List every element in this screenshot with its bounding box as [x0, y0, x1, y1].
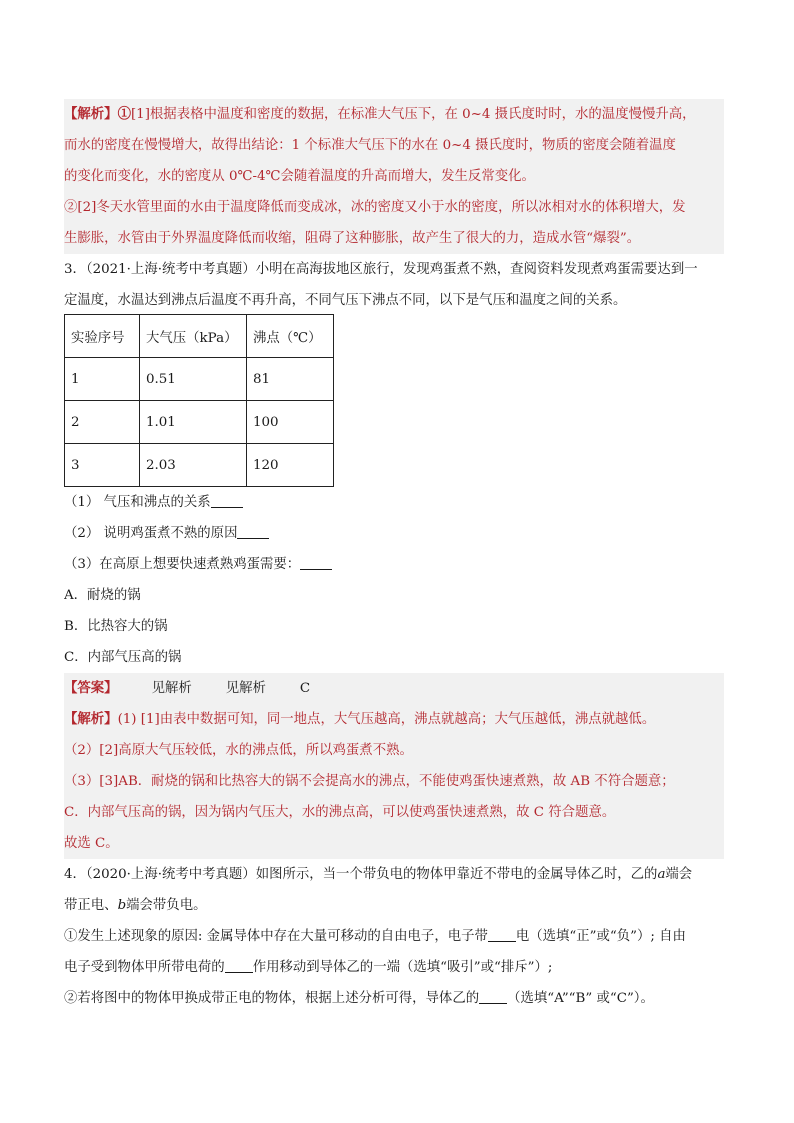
- table-row: [65, 444, 334, 487]
- analysis-line-4: ②[2]冬天水管里面的水由于温度降低而变成冰，冰的密度又小于水的密度，所以冰相对水的体积增大，发: [64, 192, 724, 223]
- analysis-text-1: [1]根据表格中温度和密度的数据，在标准大气压下，在 0~4 摄氏度时时，水的温度慢慢升高，: [130, 107, 696, 122]
- q4-p3-text-a: ②若将图中的物体甲换成带正电的物体，根据上述分析可得，导体乙的: [64, 991, 480, 1006]
- q3-sub-1: [64, 487, 724, 518]
- table-row: [65, 401, 334, 444]
- q4-p2-text-a: 电子受到物体甲所带电荷的: [64, 960, 225, 975]
- q4-end-a: a: [657, 867, 666, 882]
- q4-stem-line-1: [64, 859, 724, 890]
- answer-blank[interactable]: [237, 524, 269, 539]
- q3-analysis-line-1: [64, 704, 724, 735]
- table-header-cell: 实验序号: [65, 315, 140, 358]
- table-header-cell: 大气压（kPa）: [140, 315, 247, 358]
- answer-blank[interactable]: [225, 958, 253, 973]
- table-row: [65, 358, 334, 401]
- analysis-line-2: 而水的密度在慢慢增大，故得出结论：1 个标准大气压下的水在 0~4 摄氏度时，物质的密度会随着温度: [64, 130, 724, 161]
- q4-stem-text-2b: 端会带负电。: [126, 898, 207, 913]
- q4-part-1-line-1: [64, 921, 724, 952]
- q3-sub-3: [64, 549, 724, 580]
- q3-analysis-line-4: C．内部气压高的锅，因为锅内气压大，水的沸点高，可以使鸡蛋快速煮熟，故 C 符合题意。: [64, 797, 724, 828]
- table-cell: 1.01: [140, 401, 247, 444]
- answer-blank[interactable]: [300, 555, 332, 570]
- q3-analysis-line-5: 故选 C。: [64, 828, 724, 859]
- answer-value-3: C: [299, 681, 311, 696]
- q4-p3-text-b: （选填“A”“B” 或“C”）。: [507, 991, 654, 1006]
- q3-stem-line-2: 定温度，水温达到沸点后温度不再升高，不同气压下沸点不同，以下是气压和温度之间的关系。: [64, 293, 627, 308]
- q4-p1-text-a: ①发生上述现象的原因: 金属导体中存在大量可移动的自由电子，电子带: [64, 929, 488, 944]
- q3-analysis-line-3: （3）[3]AB．耐烧的锅和比热容大的锅不会提高水的沸点，不能使鸡蛋快速煮熟，故 AB 不符合题意；: [64, 766, 724, 797]
- answer-blank[interactable]: [479, 989, 507, 1004]
- q4-stem-line-2: [64, 890, 724, 921]
- q3-stem-line-1: 3．（2021·上海·统考中考真题）小明在高海拔地区旅行，发现鸡蛋煮不熟，查阅资料发现煮鸡蛋需要达到一: [64, 262, 698, 277]
- circle-mark-1: ①: [117, 106, 131, 122]
- q4-p1-text-b: 电（选填“正”或“负”）; 自由: [515, 929, 686, 944]
- analysis-line-3: 的变化而变化，水的密度从 0℃-4℃会随着温度的升高而增大，发生反常变化。: [64, 161, 724, 192]
- table-cell: 0.51: [140, 358, 247, 401]
- q3-option-a: A．耐烧的锅: [64, 588, 141, 603]
- q4-part-2-line: [64, 983, 724, 1014]
- answer-value-1: 见解析: [151, 681, 192, 696]
- q4-stem-text-2: 带正电、: [64, 898, 118, 913]
- table-cell: 100: [247, 401, 334, 444]
- q3-analysis-line-2: （2）[2]高原大气压较低，水的沸点低，所以鸡蛋煮不熟。: [64, 735, 724, 766]
- answer-value-2: 见解析: [225, 681, 266, 696]
- q3-option-b: B．比热容大的锅: [64, 619, 168, 634]
- q3-analysis-text-1: (1) [1]由表中数据可知，同一地点，大气压越高，沸点就越高；大气压越低，沸点就越低。: [117, 712, 656, 727]
- table-cell: 2: [65, 401, 140, 444]
- q3-option-c: C．内部气压高的锅: [64, 650, 182, 665]
- q3-sub-1-text: （1） 气压和沸点的关系: [64, 495, 211, 510]
- answer-tag: 【答案】: [64, 680, 118, 696]
- table-cell: 120: [247, 444, 334, 487]
- answer-blank[interactable]: [488, 927, 516, 942]
- q3-answer-line: [64, 673, 724, 704]
- q4-end-b: b: [117, 898, 127, 913]
- table-cell: 2.03: [140, 444, 247, 487]
- table-header-row: [65, 315, 334, 358]
- table-cell: 1: [65, 358, 140, 401]
- table-cell: 3: [65, 444, 140, 487]
- pressure-boiling-table: [64, 314, 334, 487]
- analysis-tag: 【解析】: [64, 711, 118, 727]
- table-cell: 81: [247, 358, 334, 401]
- q3-sub-2: [64, 518, 724, 549]
- q3-sub-2-text: （2） 说明鸡蛋煮不熟的原因: [64, 526, 238, 541]
- analysis-tag: 【解析】: [64, 106, 118, 122]
- q4-stem-text-1b: 端会: [665, 867, 693, 882]
- q3-sub-3-text: （3）在高原上想要快速煮熟鸡蛋需要：: [64, 557, 301, 572]
- analysis-line-5: 生膨胀，水管由于外界温度降低而收缩，阻碍了这种膨胀，故产生了很大的力，造成水管“爆裂”。: [64, 223, 724, 254]
- table-header-cell: 沸点（℃）: [247, 315, 334, 358]
- analysis-line-1: [64, 99, 724, 130]
- q4-part-1-line-2: [64, 952, 724, 983]
- q4-stem-text-1: 4．（2020·上海·统考中考真题）如图所示，当一个带负电的物体甲靠近不带电的金属导体乙时，乙的: [64, 867, 658, 882]
- q4-p2-text-b: 作用移动到导体乙的一端（选填“吸引”或“排斥”）;: [252, 960, 553, 975]
- answer-blank[interactable]: [211, 493, 243, 508]
